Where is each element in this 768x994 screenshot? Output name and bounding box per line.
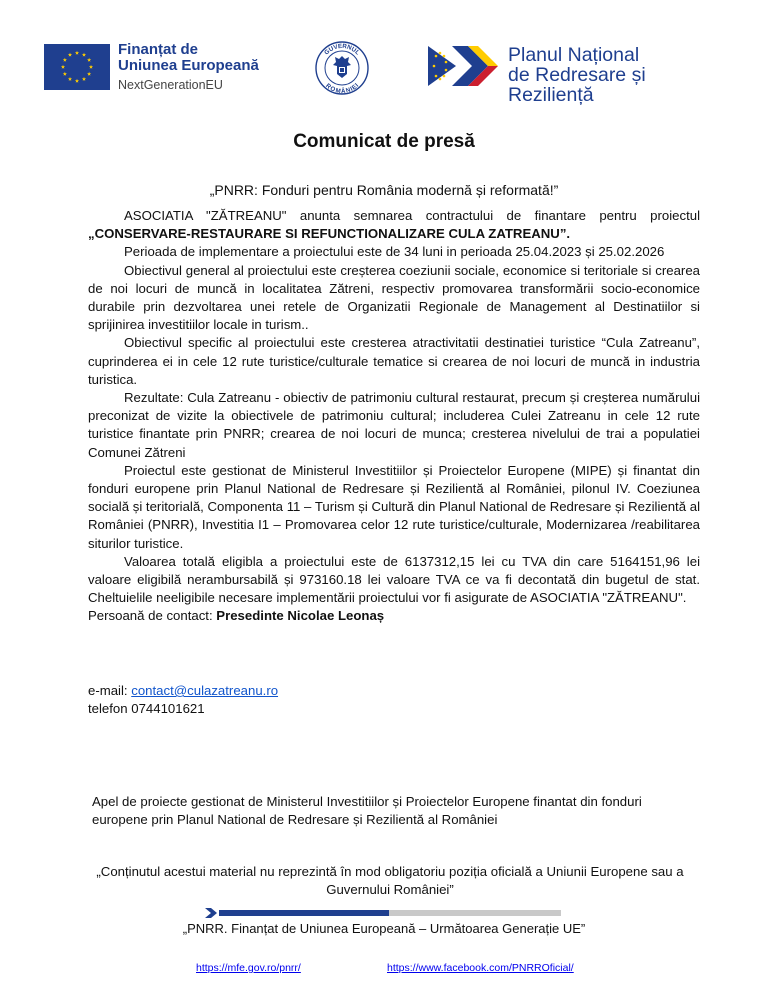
paragraph-results: Rezultate: Cula Zatreanu - obiectiv de patrimoniu cultural restaurat, precum și creșterea numărului preconizat de vizite la obiectivele de patrimoniu cultural; includerea Culei Zatreanu in cele 12 rute turistice finantate prin PNRR; crearea de noi locuri de munca; cresterea nivelului de trai a populatiei Comunei Zătreni (88, 390, 700, 460)
phone-line: telefon 0744101621 (88, 701, 205, 717)
pnrr-flag-arrow-icon (428, 42, 500, 90)
contact-name: Presedinte Nicolae Leonaș (216, 608, 385, 624)
paragraph-general-objective: Obiectivul general al proiectului este creșterea coeziunii sociale, economice si teritoriale si crearea de noi locuri de muncă in localitatea Zătreni, respectiv promovarea transformării socio-economice durabile prin dezvoltarea unei retele de Organizatii Regionale de Management al Destinatiilor si sprijinirea investitiilor locale in turism.. (88, 262, 700, 333)
romanian-government-seal-icon (314, 40, 370, 96)
email-line (88, 682, 278, 700)
press-release-body (88, 207, 700, 626)
footer-tagline: „PNRR. Finanțat de Uniunea Europeană – Următoarea Generație UE” (182, 921, 586, 936)
paragraph-implementation-period: Perioada de implementare a proiectului este de 34 luni in perioada 25.04.2023 și 25.02.2026 (124, 244, 665, 260)
contact-details (88, 682, 278, 718)
paragraph-specific-objective: Obiectivul specific al proiectului este cresterea atractivitatii destinatiei turistice “Cula Zatreanu”, cuprinderea ei in cele 12 rute turistice/culturale tematice si crearea de noi locuri de muncă in industria turistica. (88, 335, 700, 387)
mfe-pnrr-link[interactable]: https://mfe.gov.ro/pnrr/ (196, 962, 301, 974)
footer-divider-bar (205, 910, 561, 916)
email-label: e-mail: (88, 683, 132, 698)
seal-bottom-text: ROMÂNIEI (324, 82, 361, 96)
pnrr-logo (428, 42, 728, 106)
eu-logo-line1: Finanțat de (118, 41, 199, 58)
page-title: Comunicat de presă (293, 131, 475, 152)
press-subtitle: „PNRR: Fonduri pentru România modernă și reformată!” (209, 182, 559, 198)
pnrr-logo-line2: de Redresare și Reziliență (508, 64, 646, 106)
pnrr-facebook-link[interactable]: https://www.facebook.com/PNRROficial/ (387, 962, 574, 974)
email-link[interactable]: contact@culazatreanu.ro (131, 683, 279, 698)
contact-label: Persoană de contact: (88, 608, 217, 624)
paragraph-announcement (88, 207, 700, 243)
pnrr-logo-line1: Planul Național (508, 44, 640, 66)
eu-logo-line2: Uniunea Europeană (118, 57, 259, 74)
eu-flag-icon (44, 44, 110, 90)
funding-call-note: Apel de proiecte gestionat de Ministerul Investitiilor și Proiectelor Europene finantat din fonduri europene prin Planul National de Redresare și Rezilientă al României (92, 794, 642, 828)
paragraph-management: Proiectul este gestionat de Ministerul Investitiilor și Proiectelor Europene (MIPE) și finantat din fonduri europene prin Planul National de Redresare și Rezilientă al României, pilonul IV. Coeziunea socială și teritorială, Componenta 11 – Turism și Cultură din Planul National de Redresare și Rezilientă al României (PNRR), Investitia I1 – Promovarea celor 12 rute turistice/culturale, Modernizarea /reabilitarea siturilor turistice. (88, 462, 700, 551)
project-name: „CONSERVARE-RESTAURARE SI REFUNCTIONALIZARE CULA ZATREANU”. (88, 226, 571, 242)
svg-text:ROMÂNIEI (324, 82, 360, 95)
paragraph-value: Valoarea totală eligibla a proiectului este de 6137312,15 lei cu TVA din care 5164151,96 lei valoare eligibilă nerambursabilă și 973160.18 lei valoare TVA ce va fi decontată din bugetul de stat. Cheltuielile neeligibile necesare implementării proiectului vor fi asigurate de ASOCIATIA "ZĂTREANU". (88, 553, 700, 606)
announcement-text: ASOCIATIA "ZĂTREANU" anunta semnarea contractului de finantare pentru proiectul (124, 208, 700, 223)
contact-person (88, 607, 700, 625)
seal-top-text: GUVERNUL (323, 42, 361, 57)
eu-logo-line3: NextGenerationEU (118, 78, 223, 92)
arrow-icon (205, 908, 219, 918)
eu-funding-logo (44, 42, 294, 94)
disclaimer: „Conținutul acestui material nu reprezintă în mod obligatoriu poziția oficială a Uniunii Europene sau a Guvernului României” (96, 864, 684, 898)
